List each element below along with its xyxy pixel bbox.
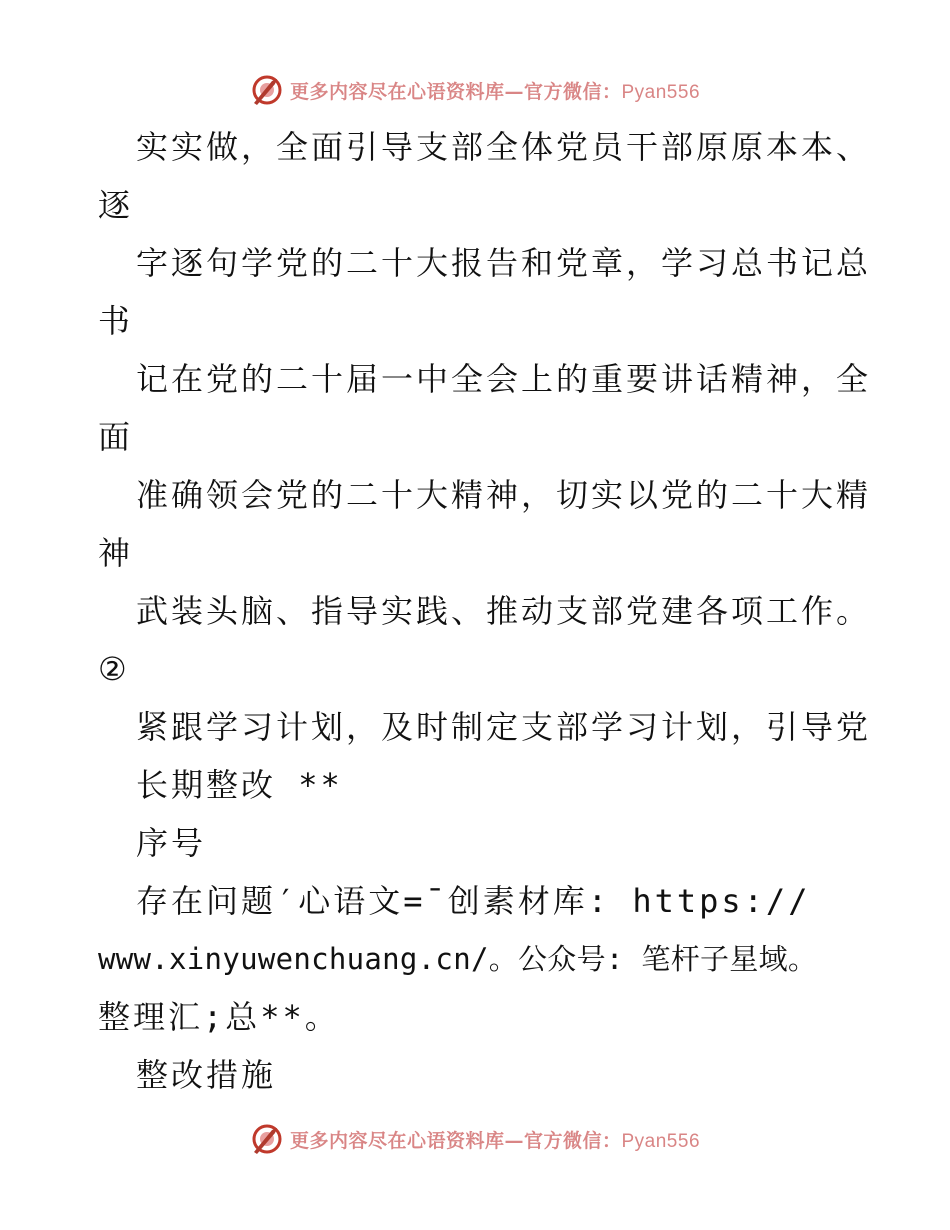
footer-banner [0, 1119, 950, 1159]
body-line: 神 [98, 534, 134, 572]
header-banner-content [250, 73, 700, 107]
header-banner-brand: Pyan556 [621, 81, 701, 103]
header-banner-text: 更多内容尽在心语资料库—官方微信：Pyan556 [289, 80, 701, 103]
footer-banner-text: 更多内容尽在心语资料库—官方微信：Pyan556 [289, 1129, 701, 1152]
body-line: 整改措施 [136, 1056, 277, 1094]
pen-circle-logo-icon [250, 1122, 284, 1156]
body-line: 序号 [136, 824, 207, 862]
body-line: ② [98, 650, 130, 688]
body-line-url: www.xinyuwenchuang.cn/。公众号: 笔杆子星域。 [98, 942, 818, 976]
body-line: 字逐句学党的二十大报告和党章，学习总书记总 [136, 244, 872, 282]
body-line: 书 [98, 302, 134, 340]
body-line: 存在问题′心语文=¯创素材库: https:// [136, 882, 811, 920]
body-line: 长期整改 ** [136, 766, 343, 804]
body-line: 整理汇;总**。 [98, 998, 340, 1036]
document-body [98, 118, 872, 1104]
body-line: 武装头脑、指导实践、推动支部党建各项工作。 [136, 592, 872, 630]
body-line: 记在党的二十届一中全会上的重要讲话精神，全 [136, 360, 872, 398]
body-line: 实实做，全面引导支部全体党员干部原原本本、 [136, 128, 872, 166]
footer-banner-content [250, 1122, 700, 1156]
body-line: 面 [98, 418, 134, 456]
body-line: 紧跟学习计划，及时制定支部学习计划，引导党 [136, 708, 872, 746]
body-line: 准确领会党的二十大精神，切实以党的二十大精 [136, 476, 872, 514]
footer-banner-brand: Pyan556 [621, 1130, 701, 1152]
pen-circle-logo-icon [250, 73, 284, 107]
header-banner [0, 70, 950, 110]
body-line: 逐 [98, 186, 134, 224]
